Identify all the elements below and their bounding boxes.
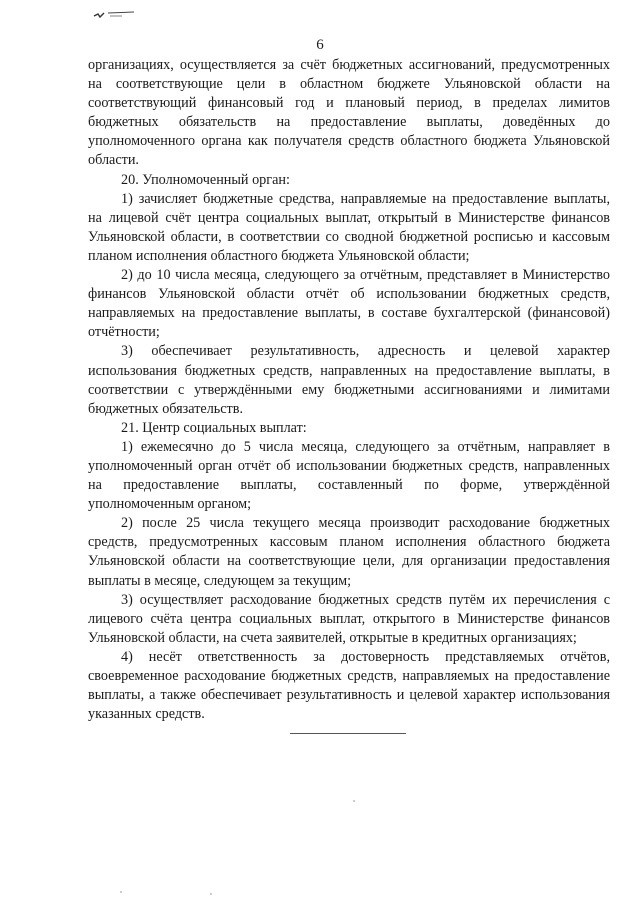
clause-20-item-3: 3) обеспечивает результативность, адресность и целевой характер использования бюджетных средств, направленных на предоставление выплаты, в соответствии с утверждёнными ему бюджетными ассигнованиями и лимитами бюджетных обязательств.	[88, 343, 610, 417]
clause-20-heading: 20. Уполномоченный орган:	[121, 171, 290, 188]
scan-speck	[120, 891, 122, 893]
scan-speck	[210, 893, 212, 895]
page-number: 6	[316, 37, 324, 53]
end-of-text-divider	[290, 733, 406, 734]
clause-21-item-4: 4) несёт ответственность за достоверность представляемых отчётов, своевременное расходование бюджетных средств, направляемых на предоставление выплаты, а также обеспечивает результативность и целевой характер использования указанных средств.	[88, 648, 610, 723]
clause-21-item-3: 3) осуществляет расходование бюджетных средств путём их перечисления с лицевого счёта центра социальных выплат, открытого в Министерстве финансов Ульяновской области, на счета заявителей, открытые в кредитных организациях;	[88, 591, 610, 646]
scan-speck	[353, 800, 355, 802]
clause-21-item-1: 1) ежемесячно до 5 числа месяца, следующего за отчётным, направляет в уполномоченный орган отчёт об использовании бюджетных средств, направленных на предоставление выплаты, составленный по форме, утверждённой уполномоченным органом;	[88, 438, 610, 513]
clause-20-item-1: 1) зачисляет бюджетные средства, направляемые на предоставление выплаты, на лицевой счёт центра социальных выплат, открытый в Министерстве финансов Ульяновской области, в соответствии со сводной бюджетной росписью и кассовым планом исполнения областного бюджета Ульяновской области;	[88, 190, 610, 264]
scan-mark-icon	[92, 10, 136, 20]
document-body	[88, 56, 610, 724]
clause-21-item-2: 2) после 25 числа текущего месяца производит расходование бюджетных средств, предусмотренных кассовым планом исполнения областного бюджета Ульяновской области на соответствующие цели, для организации предоставления выплаты в месяце, следующем за текущим;	[88, 515, 610, 589]
clause-21-heading: 21. Центр социальных выплат:	[121, 419, 307, 436]
clause-20-item-2: 2) до 10 числа месяца, следующего за отчётным, представляет в Министерство финансов Ульяновской области отчёт об использовании бюджетных средств, направляемых на предоставление выплаты, в составе бухгалтерской (финансовой) отчётности;	[88, 267, 610, 341]
paragraph-continuation: организациях, осуществляется за счёт бюджетных ассигнований, предусмотренных на соответствующие цели в областном бюджете Ульяновской области на соответствующий финансовый год и плановый период, в пределах лимитов бюджетных обязательств на предоставление выплаты, доведённых до уполномоченного органа как получателя средств областного бюджета Ульяновской области.	[88, 57, 610, 169]
